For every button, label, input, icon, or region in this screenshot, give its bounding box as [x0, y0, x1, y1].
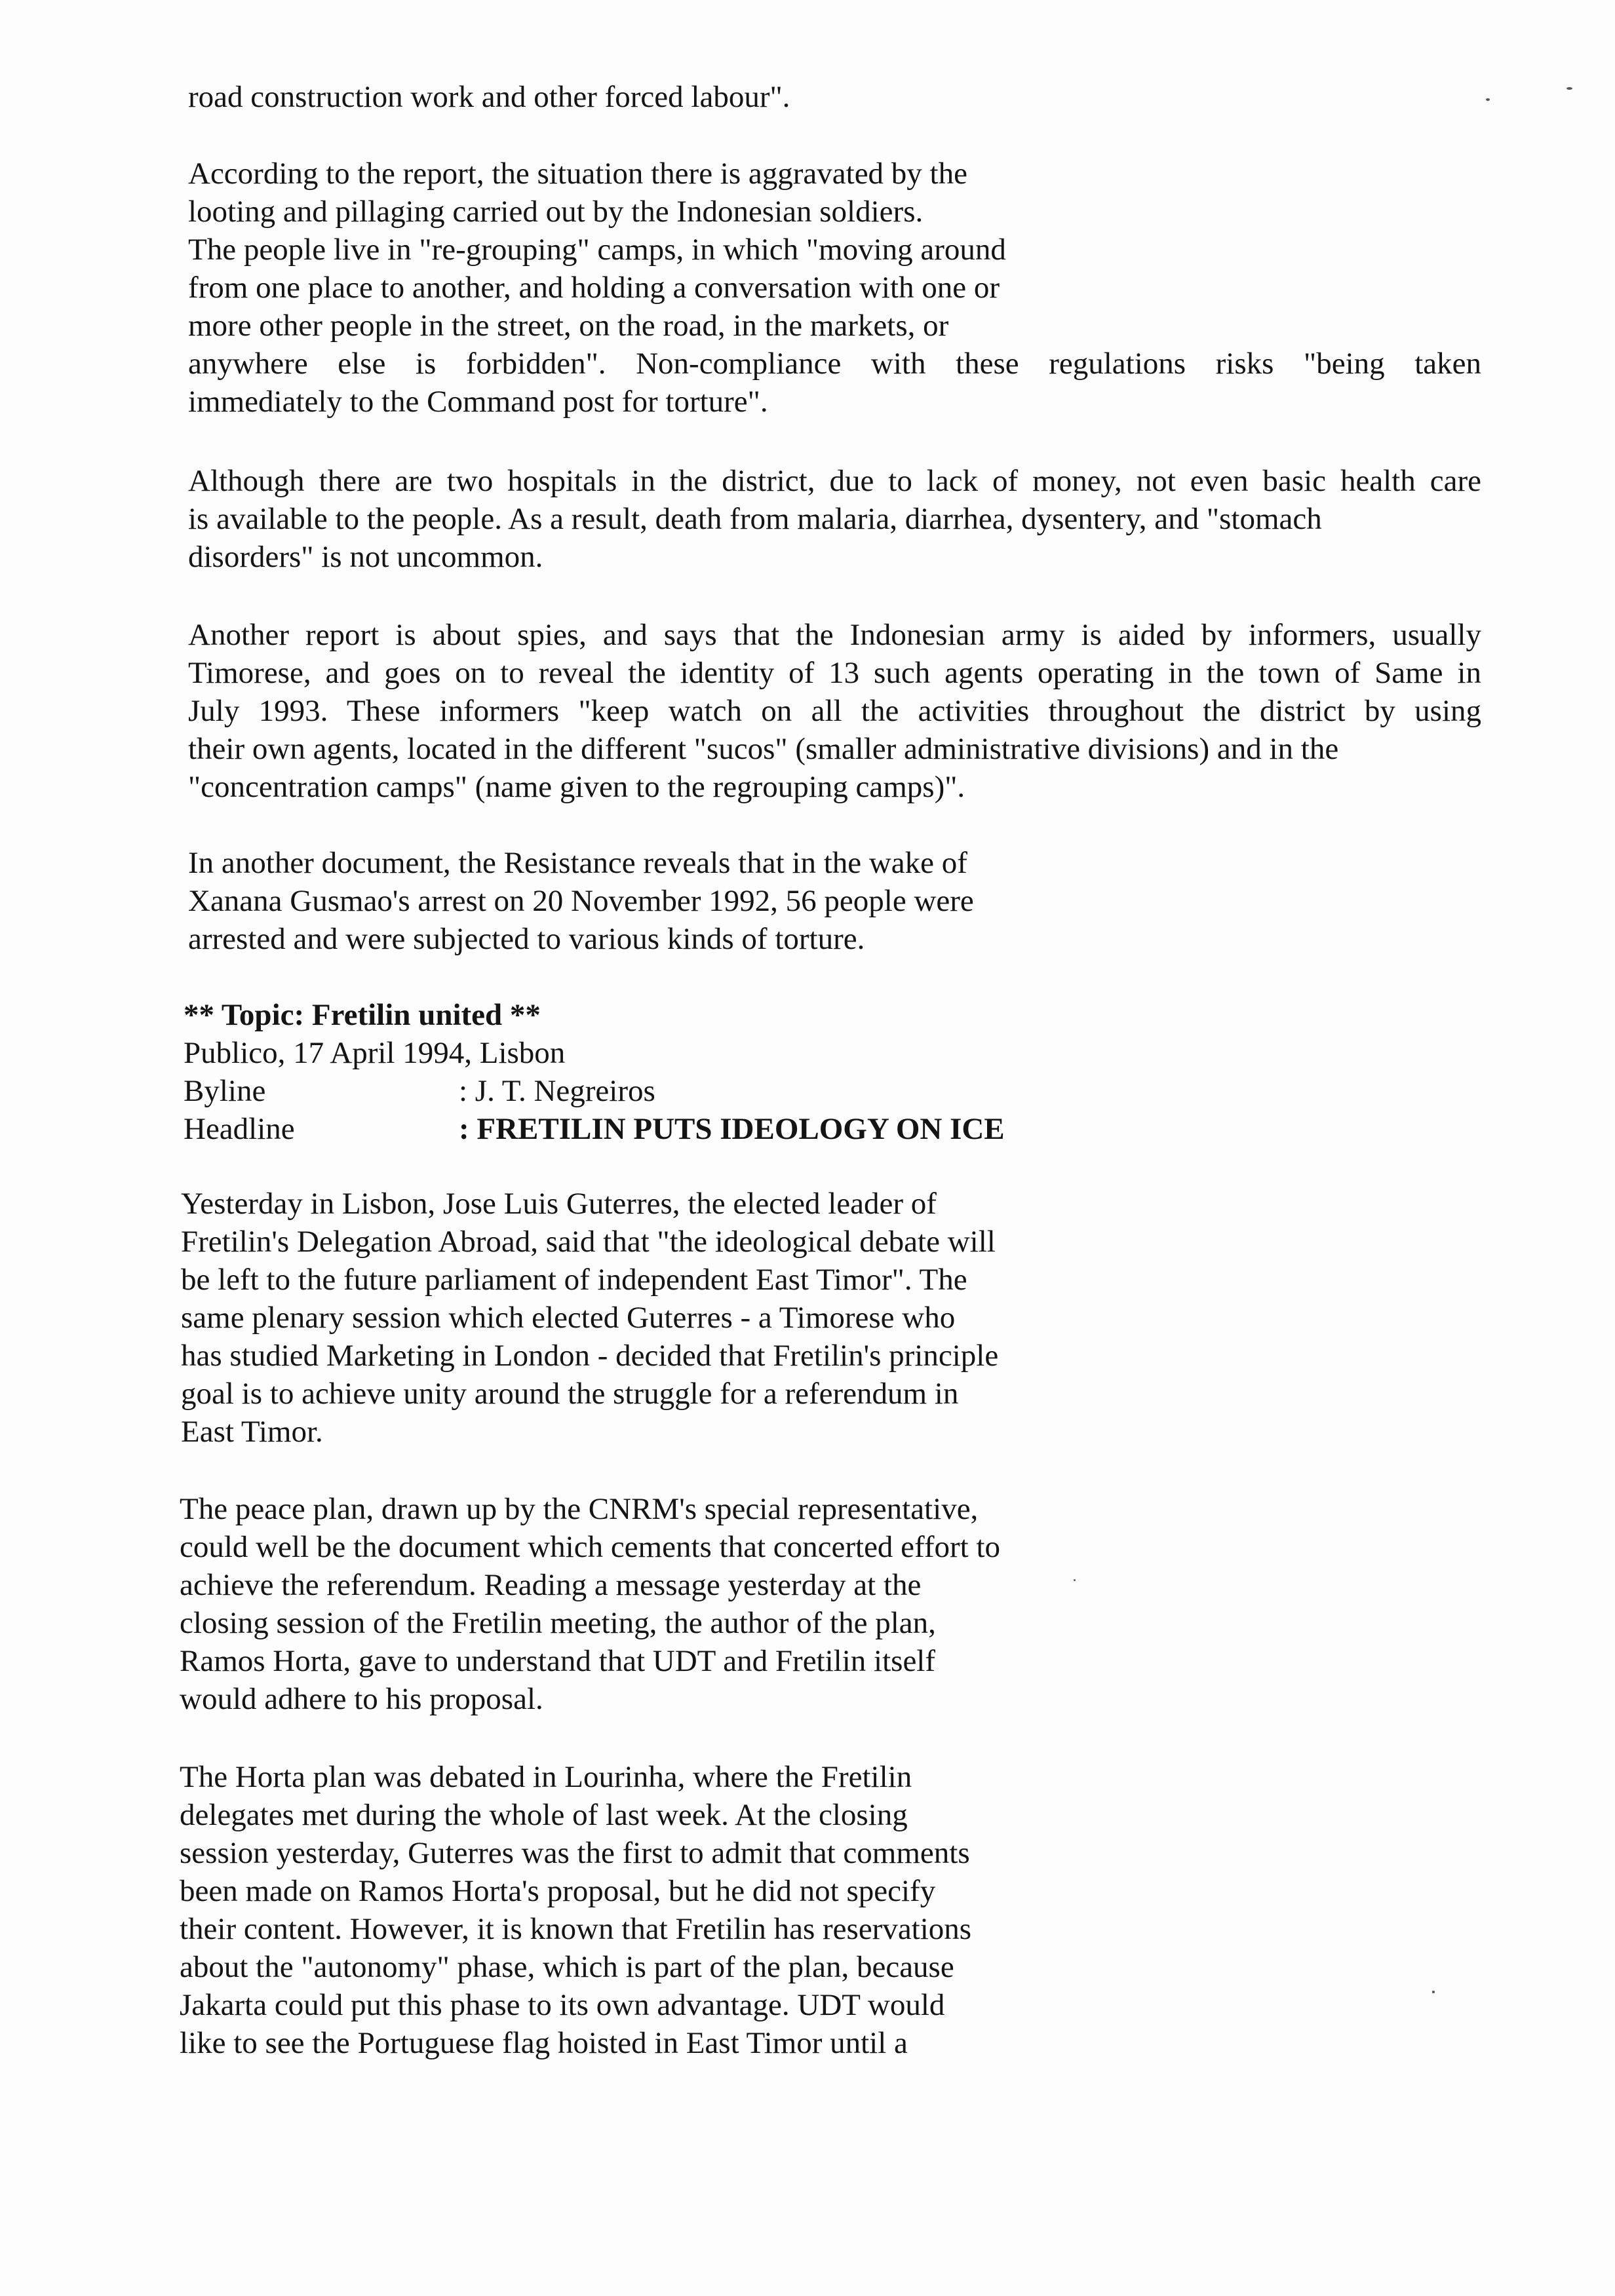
paragraph-arrests [188, 844, 1171, 958]
paragraph-line: their content. However, it is known that Fretilin has reservations [180, 1912, 972, 1946]
paragraph-line: about the "autonomy" phase, which is part of the plan, because [180, 1950, 954, 1984]
paragraph-line: July 1993. These informers "keep watch on all the activities throughout the district by using [188, 694, 1481, 728]
paragraph-line: is available to the people. As a result, death from malaria, diarrhea, dysentery, and "stomach [188, 502, 1322, 536]
paragraph-spies [188, 616, 1481, 806]
headline-value: : FRETILIN PUTS IDEOLOGY ON ICE [459, 1112, 1005, 1146]
paragraph-line: immediately to the Command post for torture". [188, 385, 768, 419]
paragraph-line: delegates met during the whole of last week. At the closing [180, 1798, 908, 1832]
paragraph-line: achieve the referendum. Reading a message yesterday at the [180, 1568, 922, 1602]
paragraph-line: Timorese, and goes on to reveal the identity of 13 such agents operating in the town of Same in [188, 656, 1481, 690]
paragraph-line: closing session of the Fretilin meeting, the author of the plan, [180, 1606, 936, 1640]
paragraph-peace-plan [180, 1490, 1163, 1718]
paragraph-line: been made on Ramos Horta's proposal, but he did not specify [180, 1874, 936, 1908]
paragraph-report [188, 155, 1481, 421]
paragraph-line: The Horta plan was debated in Lourinha, where the Fretilin [180, 1760, 912, 1794]
paragraph-horta-plan [180, 1758, 1163, 2062]
paragraph-line: Although there are two hospitals in the district, due to lack of money, not even basic health care [188, 464, 1481, 498]
headline-row [184, 1110, 1167, 1148]
paragraph-line: arrested and were subjected to various kinds of torture. [188, 922, 865, 956]
paragraph-line: their own agents, located in the different "sucos" (smaller administrative divisions) and in the [188, 732, 1339, 766]
paragraph-line: session yesterday, Guterres was the first to admit that comments [180, 1836, 970, 1870]
paragraph-line: has studied Marketing in London - decided that Fretilin's principle [181, 1339, 999, 1373]
paragraph-line: According to the report, the situation there is aggravated by the [188, 157, 967, 191]
intro-line: road construction work and other forced labour". [188, 80, 790, 114]
byline-value: : J. T. Negreiros [459, 1074, 655, 1108]
paragraph-line: goal is to achieve unity around the struggle for a referendum in [181, 1377, 959, 1411]
source-line: Publico, 17 April 1994, Lisbon [184, 1036, 566, 1070]
paragraph-line: In another document, the Resistance reveals that in the wake of [188, 846, 967, 880]
byline-label: Byline [184, 1074, 266, 1108]
paragraph-line: from one place to another, and holding a conversation with one or [188, 271, 1000, 305]
paragraph-line: same plenary session which elected Guterres - a Timorese who [181, 1301, 956, 1335]
paragraph-line: disorders" is not uncommon. [188, 540, 543, 574]
paragraph-line: Yesterday in Lisbon, Jose Luis Guterres, the elected leader of [181, 1187, 937, 1221]
paragraph-line: looting and pillaging carried out by the Indonesian soldiers. [188, 195, 924, 229]
paragraph-line: be left to the future parliament of independent East Timor". The [181, 1263, 967, 1297]
byline-row [184, 1072, 1167, 1110]
paragraph-line: The peace plan, drawn up by the CNRM's special representative, [180, 1492, 979, 1526]
paragraph-guterres [181, 1185, 1164, 1451]
paragraph-line: more other people in the street, on the road, in the markets, or [188, 309, 949, 343]
paragraph-line: East Timor. [181, 1415, 323, 1449]
paragraph-line: like to see the Portuguese flag hoisted in East Timor until a [180, 2026, 908, 2060]
paragraph-line: would adhere to his proposal. [180, 1682, 543, 1716]
scan-speck [1566, 87, 1572, 90]
paragraph-line: could well be the document which cements that concerted effort to [180, 1530, 1001, 1564]
paragraph-line: Ramos Horta, gave to understand that UDT and Fretilin itself [180, 1644, 936, 1678]
paragraph-line: "concentration camps" (name given to the regrouping camps)". [188, 770, 965, 804]
scan-speck [1486, 98, 1490, 101]
paragraph-line: Xanana Gusmao's arrest on 20 November 1992, 56 people were [188, 884, 974, 918]
paragraph-line: Another report is about spies, and says that the Indonesian army is aided by informers, usually [188, 618, 1481, 652]
headline-label: Headline [184, 1112, 295, 1146]
paragraph-line: Fretilin's Delegation Abroad, said that "the ideological debate will [181, 1225, 996, 1259]
scan-speck [1432, 1991, 1435, 1993]
article-header [184, 996, 1167, 1148]
scan-speck [1074, 1579, 1076, 1581]
intro-text [188, 78, 1106, 116]
paragraph-line: Jakarta could put this phase to its own advantage. UDT would [180, 1988, 945, 2022]
paragraph-line: The people live in "re-grouping" camps, in which "moving around [188, 233, 1006, 267]
topic-heading: ** Topic: Fretilin united ** [184, 998, 541, 1032]
paragraph-hospitals [188, 462, 1481, 576]
paragraph-line: anywhere else is forbidden". Non-compliance with these regulations risks "being taken [188, 347, 1481, 381]
